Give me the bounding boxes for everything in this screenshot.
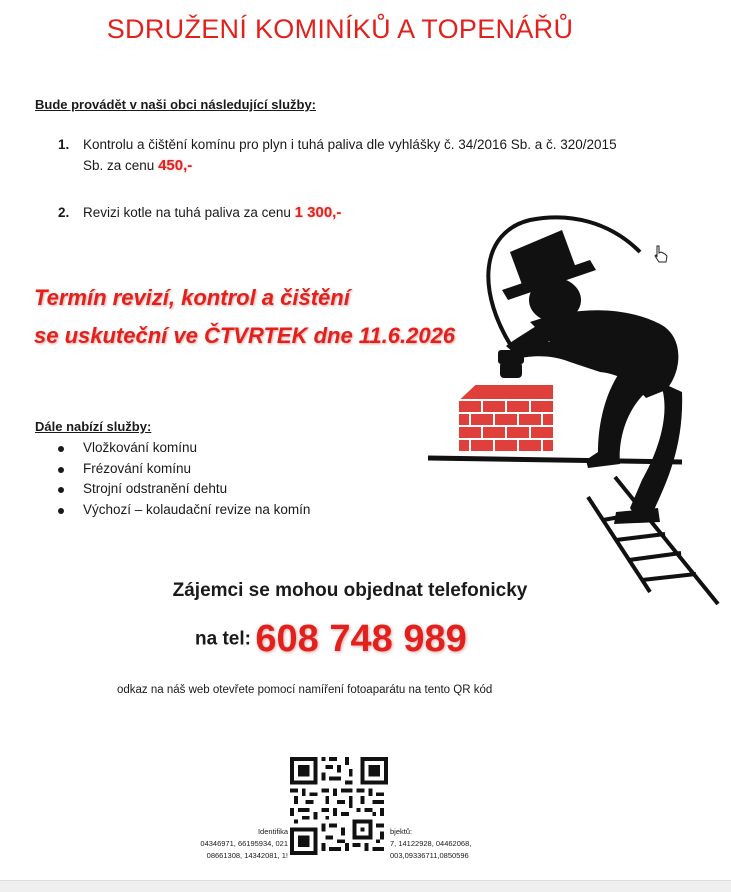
service-price: 1 300,- xyxy=(294,204,342,221)
chimney-bricks xyxy=(458,384,554,452)
ident-left: Identifika 04346971, 66195934, 021 08661308, 14342081, 1! xyxy=(200,827,288,860)
service-text: Revizi kotle na tuhá paliva za cenu xyxy=(83,205,291,220)
service-text: Kontrolu a čištění komínu pro plyn i tuhá paliva dle vyhlášky č. 34/2016 Sb. a č. 320/2015 Sb. za cenu xyxy=(83,137,617,173)
page-title: SDRUŽENÍ KOMINÍKŮ A TOPENÁŘŮ xyxy=(106,14,574,44)
term-line-1: Termín revizí, kontrol a čištění xyxy=(34,285,350,310)
bullet-icon xyxy=(58,508,64,514)
phone-row xyxy=(195,618,467,661)
bullet-icon xyxy=(58,487,64,493)
bottom-bar xyxy=(0,880,731,892)
service-number: 1. xyxy=(58,137,70,152)
ident-right: bjektů: 7, 14122928, 04462068, 003,09336711,0850596 xyxy=(390,827,472,860)
services-heading: Bude provádět v naši obci následující služby: xyxy=(35,97,317,112)
more-services-heading: Dále nabízí služby: xyxy=(35,419,152,434)
qr-note: odkaz na náš web otevřete pomocí namíření fotoaparátu na tento QR kód xyxy=(117,684,493,696)
service-price: 450,- xyxy=(158,157,193,174)
hand-cursor-icon xyxy=(652,244,670,264)
chimney-sweep-illustration xyxy=(420,212,730,612)
phone-label: na tel: xyxy=(195,628,251,650)
phone-number[interactable]: 608 748 989 xyxy=(255,618,467,660)
call-text: Zájemci se mohou objednat telefonicky xyxy=(172,580,528,601)
bullet-icon xyxy=(58,446,64,452)
qr-code[interactable] xyxy=(290,757,388,855)
service-number: 2. xyxy=(58,205,70,220)
bullet-icon xyxy=(58,467,64,473)
term-line-2: se uskuteční ve ČTVRTEK dne 11.6.2026 xyxy=(34,323,456,348)
